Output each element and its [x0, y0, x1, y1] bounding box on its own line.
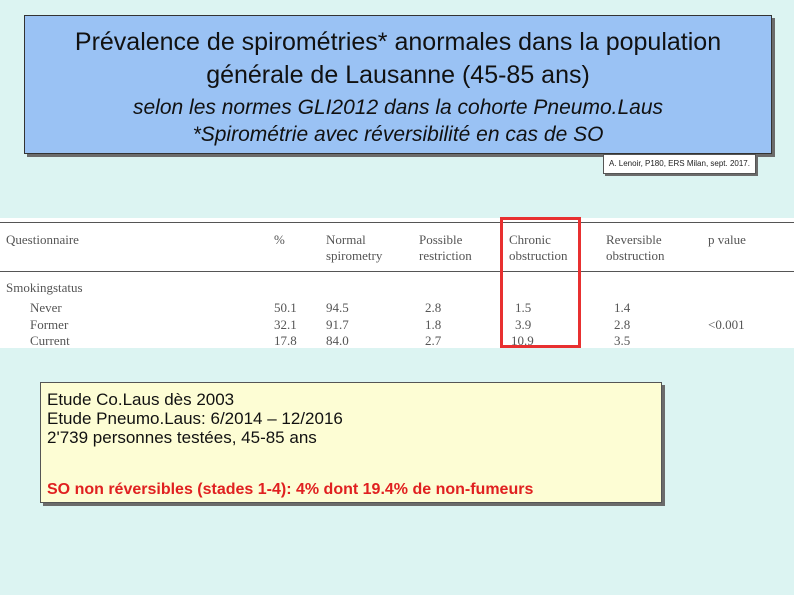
column-header-pvalue: p value — [708, 232, 746, 247]
table-top-rule — [0, 222, 794, 223]
column-header-normal: Normal spirometry — [326, 232, 383, 263]
column-header-questionnaire: Questionnaire — [6, 232, 79, 247]
column-header-percent: % — [274, 232, 285, 247]
title-line-1: Prévalence de spirométries* anormales dans la population — [74, 28, 722, 56]
table-row: Former 32.1 91.7 1.8 3.9 2.8 <0.001 — [30, 317, 745, 332]
citation-label: A. Lenoir, P180, ERS Milan, sept. 2017. — [603, 154, 756, 174]
column-header-chronic: Chronic obstruction — [509, 232, 568, 263]
column-header-restriction: Possible restriction — [419, 232, 472, 263]
note-key-finding: SO non réversibles (stades 1-4): 4% dont 19.4% de non-fumeurs — [47, 481, 534, 498]
note-line-1: Etude Co.Laus dès 2003 — [47, 390, 235, 409]
title-box — [24, 15, 772, 154]
study-notes-box — [40, 382, 662, 503]
chronic-obstruction-highlight-frame — [500, 217, 581, 348]
note-line-2: Etude Pneumo.Laus: 6/2014 – 12/2016 — [47, 409, 343, 428]
subtitle-line-2: *Spirométrie avec réversibilité en cas de SO — [192, 123, 604, 146]
table-row: Current 17.8 84.0 2.7 10.9 3.5 — [30, 333, 631, 348]
results-table — [0, 218, 794, 348]
slide-subtitle — [25, 94, 771, 148]
slide-title — [25, 26, 771, 92]
table-row: Never 50.1 94.5 2.8 1.5 1.4 — [30, 300, 631, 315]
subtitle-line-1: selon les normes GLI2012 dans la cohorte Pneumo.Laus — [133, 96, 663, 119]
title-line-2: générale de Lausanne (45-85 ans) — [206, 61, 590, 89]
table-header-rule — [0, 271, 794, 272]
note-line-3: 2'739 personnes testées, 45-85 ans — [47, 428, 317, 447]
group-label-smokingstatus: Smokingstatus — [6, 280, 83, 295]
column-header-reversible: Reversible obstruction — [606, 232, 665, 263]
